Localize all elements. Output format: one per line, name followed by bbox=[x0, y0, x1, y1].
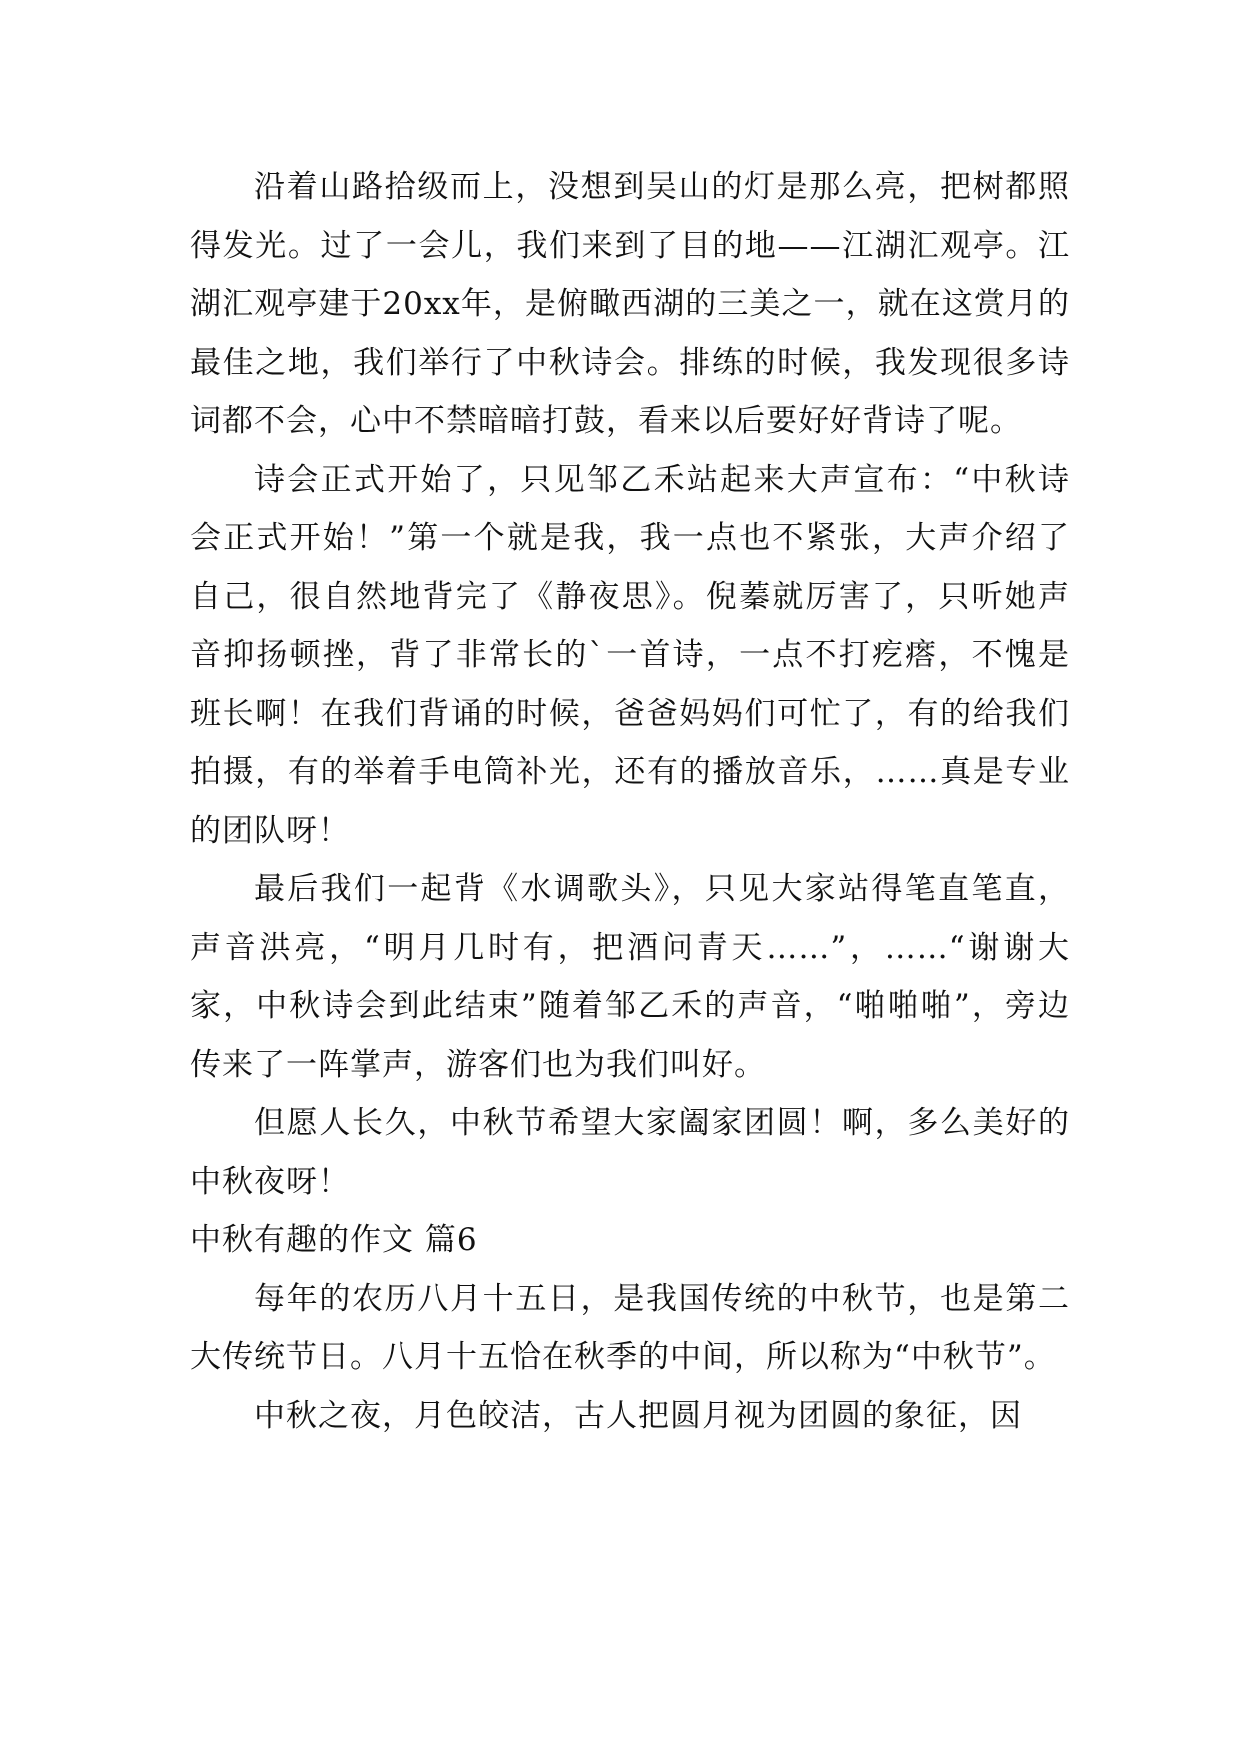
document-body bbox=[190, 158, 1070, 1445]
paragraph-wish-reunion: 但愿人长久，中秋节希望大家阖家团圆！啊，多么美好的中秋夜呀！ bbox=[190, 1105, 1070, 1200]
section-heading: 中秋有趣的作文 篇6 bbox=[190, 1222, 478, 1258]
paragraph-mid-autumn-night: 中秋之夜，月色皎洁，古人把圆月视为团圆的象征，因 bbox=[254, 1397, 1022, 1434]
paragraph-poetry-start: 诗会正式开始了，只见邹乙禾站起来大声宣布：“中秋诗会正式开始！”第一个就是我，我一点也不紧张，大声介绍了自己，很自然地背完了《静夜思》。倪蓁就厉害了，只听她声音抑扬顿挫，背了非常长的`一首诗，一点不打疙瘩，不愧是班长啊！在我们背诵的时候，爸爸妈妈们可忙了，有的给我们拍摄，有的举着手电筒补光，还有的播放音乐，……真是专业的团队呀！ bbox=[190, 461, 1070, 849]
paragraph-shuidiao-getou: 最后我们一起背《水调歌头》，只见大家站得笔直笔直，声音洪亮，“明月几时有，把酒问青天……”，……“谢谢大家，中秋诗会到此结束”随着邹乙禾的声音，“啪啪啪”，旁边传来了一阵掌声，游客们也为我们叫好。 bbox=[190, 871, 1070, 1083]
paragraph-mountain-path: 沿着山路拾级而上，没想到吴山的灯是那么亮，把树都照得发光。过了一会儿，我们来到了目的地——江湖汇观亭。江湖汇观亭建于20xx年，是俯瞰西湖的三美之一，就在这赏月的最佳之地，我们举行了中秋诗会。排练的时候，我发现很多诗词都不会，心中不禁暗暗打鼓，看来以后要好好背诗了呢。 bbox=[190, 169, 1070, 439]
paragraph-mid-autumn-intro: 每年的农历八月十五日，是我国传统的中秋节，也是第二大传统节日。八月十五恰在秋季的中间，所以称为“中秋节”。 bbox=[190, 1280, 1070, 1375]
